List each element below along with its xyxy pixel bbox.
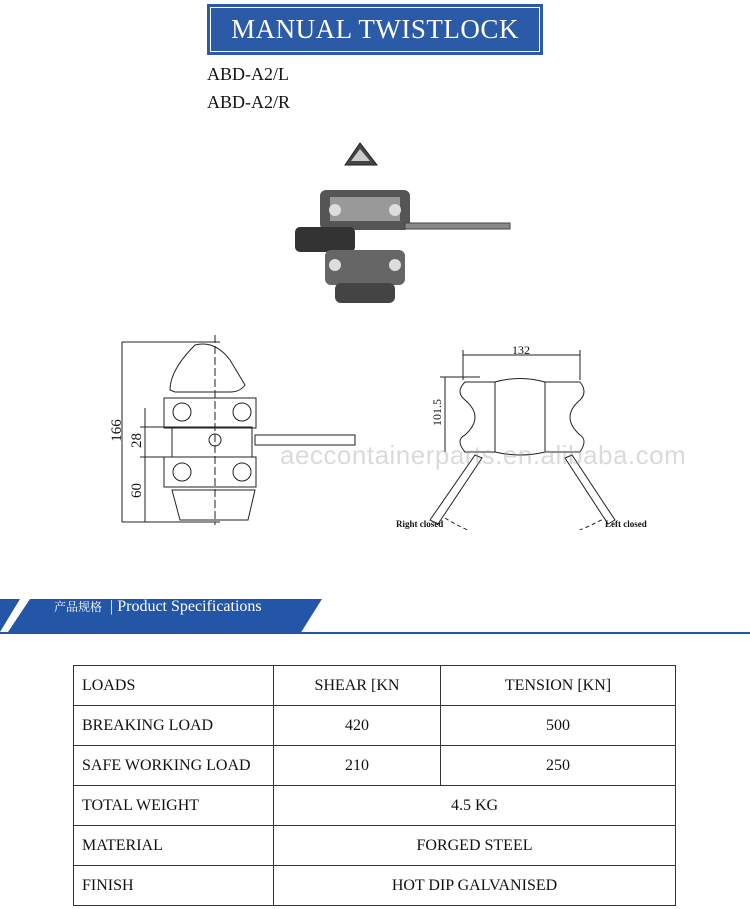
dim-width: 132 xyxy=(512,343,530,357)
left-closed-label: Left closed xyxy=(605,519,647,529)
section-title-cn: 产品规格 xyxy=(54,600,103,614)
page-title: MANUAL TWISTLOCK xyxy=(210,7,540,52)
table-row xyxy=(74,706,676,746)
watermark: aeccontainerparts.en.alibaba.com xyxy=(280,440,687,470)
section-title-en: Product Specifications xyxy=(117,598,262,615)
table-row xyxy=(74,866,676,906)
dim-side: 101.5 xyxy=(430,399,444,426)
cell: FORGED STEEL xyxy=(274,826,676,866)
cell: 4.5 KG xyxy=(274,786,676,826)
cell: MATERIAL xyxy=(74,826,274,866)
side-drawing xyxy=(390,340,660,530)
cell: SAFE WORKING LOAD xyxy=(74,746,274,786)
right-closed-label: Right closed xyxy=(396,519,444,529)
cell: FINISH xyxy=(74,866,274,906)
title-banner xyxy=(207,4,543,55)
cell: BREAKING LOAD xyxy=(74,706,274,746)
table-row xyxy=(74,786,676,826)
front-drawing xyxy=(100,330,380,530)
model-right: ABD-A2/R xyxy=(207,92,291,112)
section-separator: | xyxy=(110,598,114,615)
cell: 420 xyxy=(274,706,441,746)
table-row xyxy=(74,746,676,786)
dim-height: 166 xyxy=(108,419,125,442)
product-photo xyxy=(285,135,515,315)
cell: TOTAL WEIGHT xyxy=(74,786,274,826)
table-row xyxy=(74,666,676,706)
section-title xyxy=(54,598,262,616)
dim-lower: 60 xyxy=(129,483,145,498)
cell: 500 xyxy=(441,706,676,746)
cell: SHEAR [KN xyxy=(274,666,441,706)
cell: LOADS xyxy=(74,666,274,706)
spec-table xyxy=(73,665,676,906)
model-left: ABD-A2/L xyxy=(207,64,289,84)
cell: TENSION [KN] xyxy=(441,666,676,706)
cell: 250 xyxy=(441,746,676,786)
cell: 210 xyxy=(274,746,441,786)
table-row xyxy=(74,826,676,866)
cell: HOT DIP GALVANISED xyxy=(274,866,676,906)
dim-mid: 28 xyxy=(129,433,145,448)
